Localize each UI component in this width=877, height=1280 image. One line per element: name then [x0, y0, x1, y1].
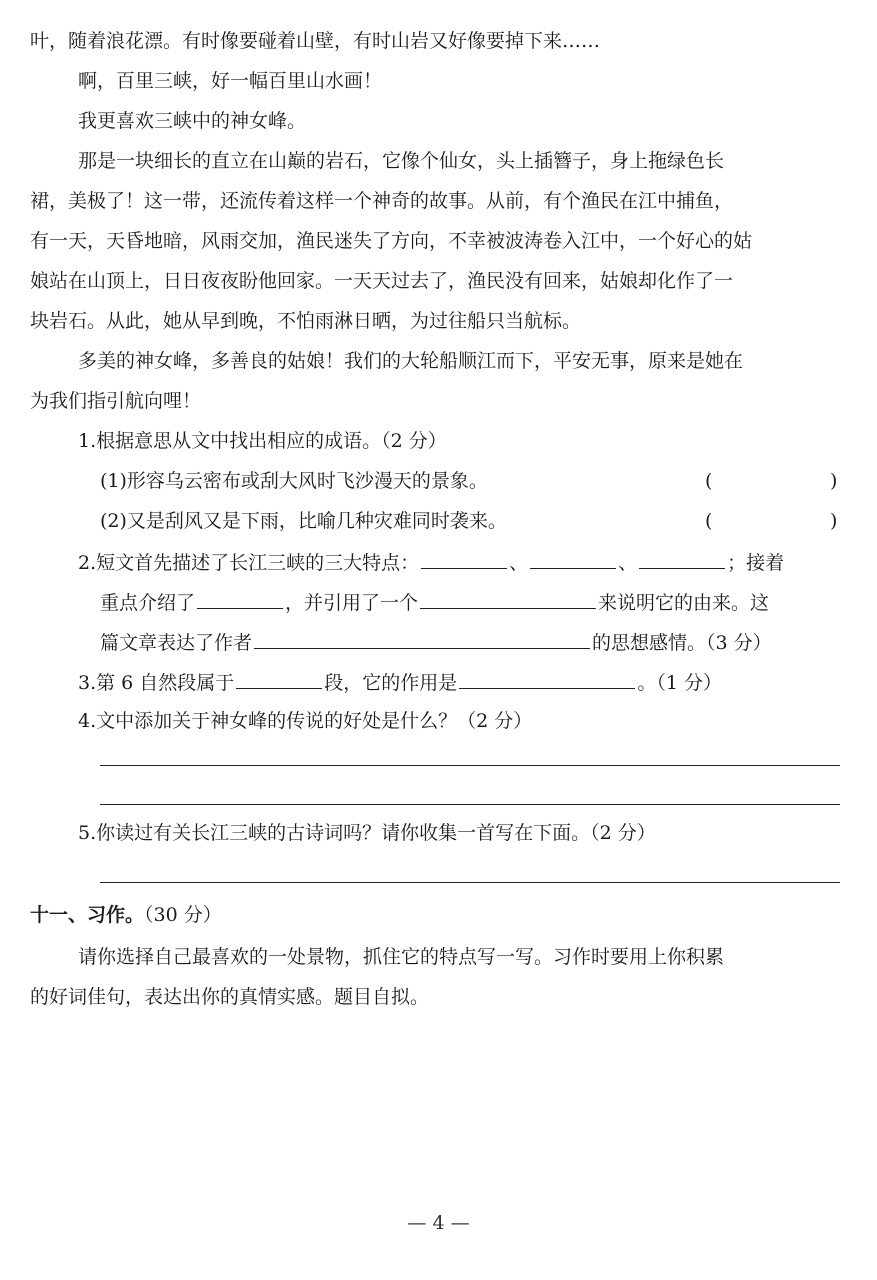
answer-paren-open: ( — [705, 510, 713, 532]
answer-blank[interactable] — [530, 548, 616, 569]
question-2-line-2 — [100, 588, 769, 616]
answer-blank[interactable] — [236, 668, 322, 689]
question-2-line-3 — [100, 628, 772, 656]
answer-line[interactable] — [100, 882, 840, 883]
question-3-text: 段，它的作用是 — [324, 672, 458, 694]
question-2-text: 的思想感情。（3 分） — [592, 632, 772, 654]
question-5: 5.你读过有关长江三峡的古诗词吗？请你收集一首写在下面。（2 分） — [78, 822, 656, 844]
question-2-text: 来说明它的由来。这 — [598, 592, 770, 614]
essay-prompt-line: 请你选择自己最喜欢的一处景物，抓住它的特点写一写。习作时要用上你积累 — [78, 946, 725, 968]
passage-line: 块岩石。从此，她从早到晚，不怕雨淋日晒，为过往船只当航标。 — [30, 310, 582, 332]
answer-paren-open: ( — [705, 470, 713, 492]
answer-blank[interactable] — [197, 588, 283, 609]
answer-blank[interactable] — [639, 548, 725, 569]
passage-line: 叶，随着浪花漂。有时像要碰着山壁，有时山岩又好像要掉下来…… — [30, 30, 601, 52]
separator: 、 — [618, 552, 638, 574]
answer-blank[interactable] — [459, 668, 635, 689]
question-2-line-1 — [78, 548, 784, 576]
answer-paren-close: ) — [830, 470, 838, 492]
question-2-text: ，并引用了一个 — [285, 592, 419, 614]
passage-line: 多美的神女峰，多善良的姑娘！我们的大轮船顺江而下，平安无事，原来是她在 — [78, 350, 744, 372]
essay-prompt-line: 的好词佳句，表达出你的真情实感。题目自拟。 — [30, 986, 430, 1008]
question-2-text: 篇文章表达了作者 — [100, 632, 253, 654]
section-11-heading — [30, 902, 222, 928]
question-3-text: 3.第 6 自然段属于 — [78, 672, 235, 694]
question-1-item-1: (1)形容乌云密布或刮大风时飞沙漫天的景象。 — [100, 470, 488, 492]
question-2-text: 2.短文首先描述了长江三峡的三大特点： — [78, 552, 420, 574]
passage-line: 那是一块细长的直立在山巅的岩石，它像个仙女，头上插簪子，身上拖绿色长 — [78, 150, 725, 172]
question-2-text: 重点介绍了 — [100, 592, 196, 614]
section-heading: 十一、习作。 — [30, 904, 145, 926]
passage-line: 裙，美极了！这一带，还流传着这样一个神奇的故事。从前，有个渔民在江中捕鱼， — [30, 190, 734, 212]
passage-line: 啊，百里三峡，好一幅百里山水画！ — [78, 70, 383, 92]
separator: 、 — [509, 552, 529, 574]
question-1: 1.根据意思从文中找出相应的成语。（2 分） — [78, 430, 447, 452]
passage-line: 为我们指引航向哩！ — [30, 390, 202, 412]
answer-paren-close: ) — [830, 510, 838, 532]
passage-line: 娘站在山顶上，日日夜夜盼他回家。一天天过去了，渔民没有回来，姑娘却化作了一 — [30, 270, 734, 292]
answer-blank[interactable] — [421, 548, 507, 569]
answer-blank[interactable] — [420, 588, 596, 609]
answer-blank[interactable] — [254, 628, 590, 649]
passage-line: 我更喜欢三峡中的神女峰。 — [78, 110, 307, 132]
answer-line[interactable] — [100, 765, 840, 766]
section-points: （30 分） — [144, 904, 222, 926]
question-3 — [78, 668, 722, 696]
question-3-text: 。（1 分） — [637, 672, 722, 694]
question-2-text: ；接着 — [727, 552, 785, 574]
question-4: 4.文中添加关于神女峰的传说的好处是什么？（2 分） — [78, 710, 533, 732]
answer-line[interactable] — [100, 804, 840, 805]
question-1-item-2: (2)又是刮风又是下雨，比喻几种灾难同时袭来。 — [100, 510, 507, 532]
passage-line: 有一天，天昏地暗，风雨交加，渔民迷失了方向，不幸被波涛卷入江中，一个好心的姑 — [30, 230, 753, 252]
page-number: — 4 — — [407, 1212, 470, 1234]
